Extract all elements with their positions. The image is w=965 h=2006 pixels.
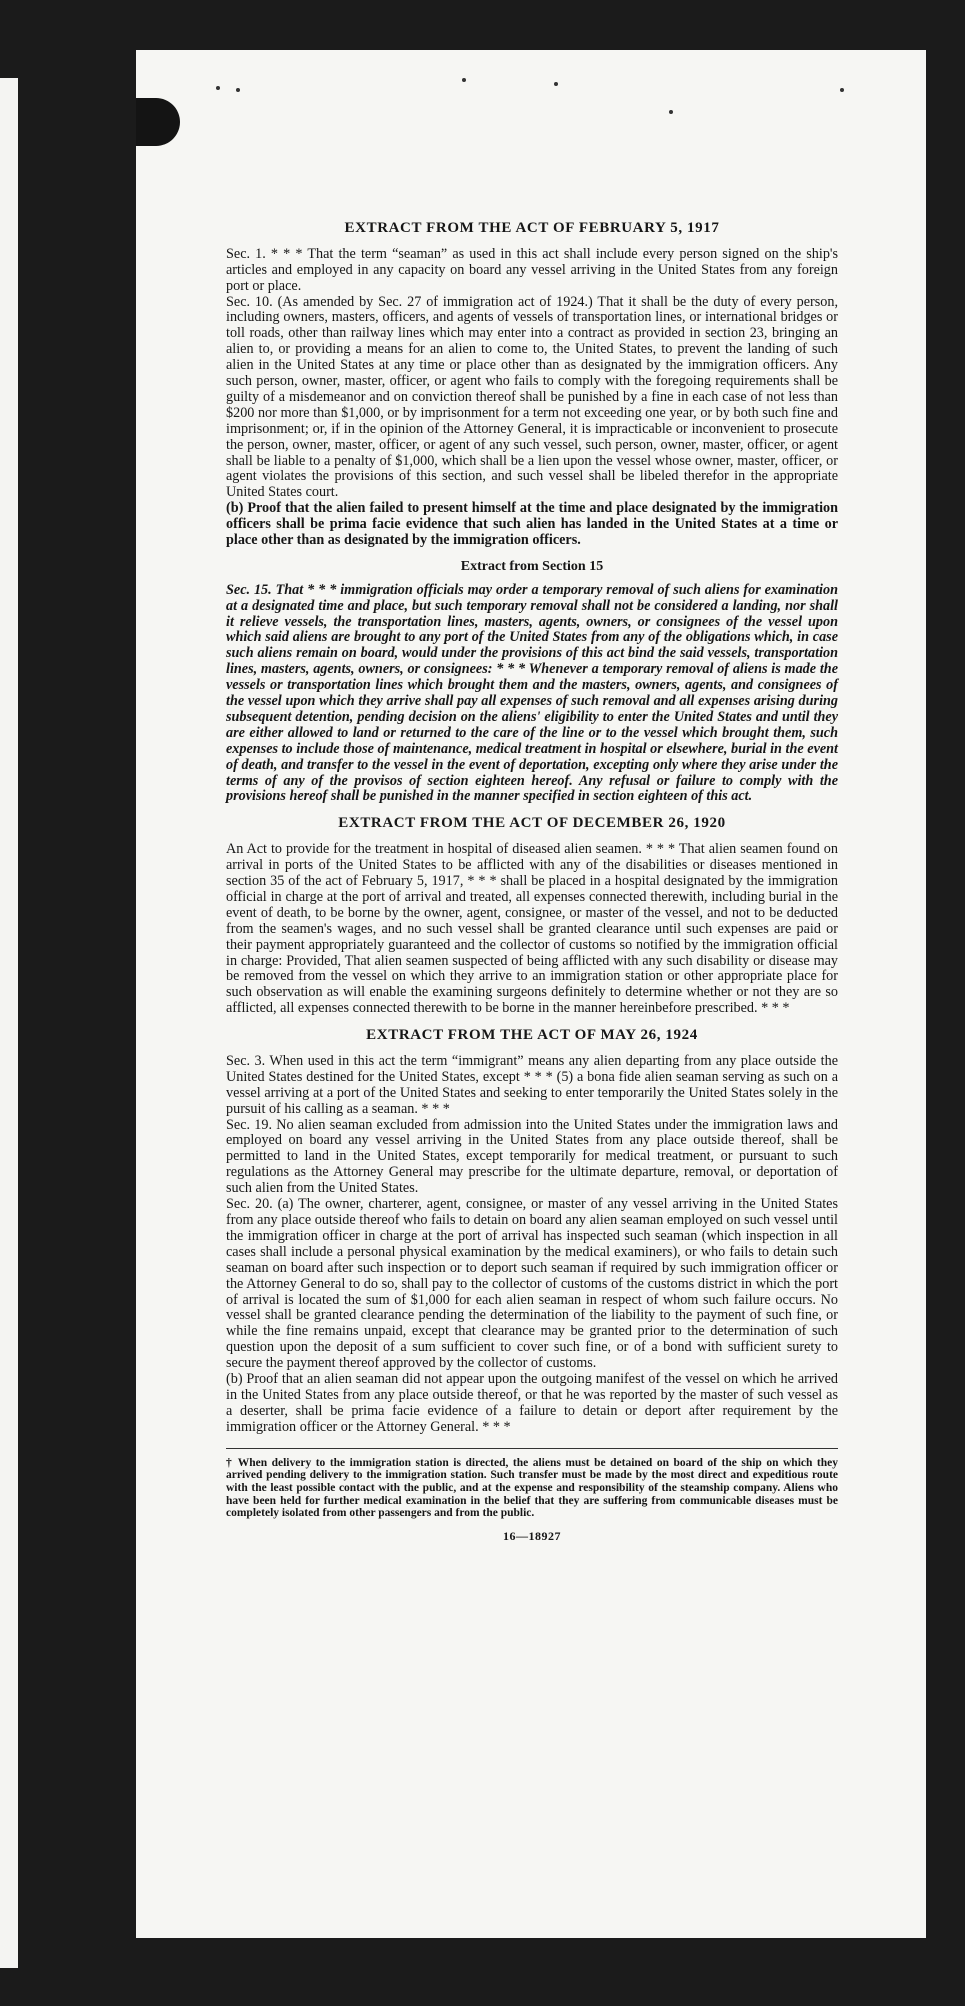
paragraph: An Act to provide for the treatment in hospital of diseased alien seamen. * * * That alien seamen found on arrival in ports of the United States to be afflicted with any of the disabilities or diseases mentioned in section 35 of the act of February 5, 1917, * * * shall be placed in a hospital designated by the immigration official in charge at the port of arrival and treated, all expenses connected therewith, including burial in the event of death, to be borne by the owner, agent, consignee, or master of the vessel, and not to be deducted from the seamen's wages, and no such vessel shall be granted clearance until such expenses are paid or their payment appropriately guaranteed and the collector of customs so notified by the immigration official in charge: Provided, That alien seamen suspected of being afflicted with any such disability or disease may be removed from the vessel on which they arrive to an immigration station or other appropriate place for such observation as will enable the examining surgeons definitely to determine whether or not they are so afflicted, all expenses connected therewith to be borne in the manner hereinbefore prescribed. * * *: [226, 841, 838, 1017]
document-body: [226, 210, 838, 1543]
speck: [554, 82, 558, 86]
punch-hole: [136, 98, 180, 146]
paragraph: Sec. 1. * * * That the term “seaman” as used in this act shall include every person signed on the ship's articles and employed in any capacity on board any vessel arriving in the United States from any foreign port or place.: [226, 245, 838, 294]
paragraph: (b) Proof that the alien failed to present himself at the time and place designated by the immigration officers shall be prima facie evidence that such alien has landed in the United States at a time or place other than as designated by the immigration officers.: [226, 500, 838, 549]
section-act-1917: [226, 220, 838, 549]
section-act-1920: [226, 815, 838, 1017]
paragraph: Sec. 20. (a) The owner, charterer, agent, consignee, or master of any vessel arriving in the United States from any place outside thereof who fails to detain on board any alien seaman employed on such vessel until the immigration officer in charge at the port of arrival has inspected such seaman (which inspection in all cases shall include a personal physical examination by the medical examiners), or who fails to detain such seaman on board after such inspection or to deport such seaman if required by such immigration officer or the Attorney General to do so, shall pay to the collector of customs of the customs district in which the port of arrival is located the sum of $1,000 for each alien seaman in respect of whom such failure occurs. No vessel shall be granted clearance pending the determination of the liability to the payment of such fine, or while the fine remains unpaid, except that clearance may be granted prior to the determination of such question upon the deposit of a sum sufficient to cover such fine, or of a bond with sufficient surety to secure the payment thereof approved by the collector of customs.: [226, 1196, 838, 1372]
adjacent-page-edge: [0, 78, 18, 1968]
speck: [669, 110, 673, 114]
speck: [216, 86, 220, 90]
speck: [840, 88, 844, 92]
paragraph: Sec. 10. (As amended by Sec. 27 of immigration act of 1924.) That it shall be the duty of every person, including owners, masters, officers, and agents of vessels of transportation lines, or international bridges or toll roads, other than railway lines which may enter into a contract as provided in section 23, bringing an alien to, or providing a means for an alien to come to, the United States, to prevent the landing of such alien in the United States at any time or place other than as designated by the immigration officers. Any such person, owner, master, officer, or agent who fails to comply with the foregoing requirements shall be guilty of a misdemeanor and on conviction thereof shall be punished by a fine in each case of not less than $200 nor more than $1,000, or by imprisonment for a term not exceeding one year, or by both such fine and imprisonment; or, if in the opinion of the Attorney General, it is impracticable or inconvenient to prosecute the person, owner, master, officer, or agent of any such vessel, such person, owner, master, officer, or agent shall be liable to a penalty of $1,000, which shall be a lien upon the vessel whose owner, master, officer, or agent violates the provisions of this section, and such vessel shall be libeled therefor in the appropriate United States court.: [226, 293, 838, 501]
section-act-1924: [226, 1027, 838, 1436]
paragraph: Sec. 15. That * * * immigration officials may order a temporary removal of such aliens for examination at a designated time and place, but such temporary removal shall not be considered a landing, nor shall it relieve vessels, the transportation lines, masters, agents, owners, or consignees of the vessel upon which said aliens are brought to any port of the United States from any of the obligations which, in case such aliens remain on board, would under the provisions of this act bind the said vessels, transportation lines, masters, agents, owners, or consignees: * * * Whenever a temporary removal of aliens is made the vessels or transportation lines which brought them and the masters, owners, agents, and consignees of the vessel upon which they arrive shall pay all expenses of such removal and all expenses arising during subsequent detention, pending decision on the aliens' eligibility to enter the United States and until they are either allowed to land or returned to the care of the line or to the vessel which brought them, such expenses to include those of maintenance, medical treatment in hospital or elsewhere, burial in the event of death, and transfer to the vessel in the event of deportation, excepting only where they arise under the terms of any of the provisos of section eighteen hereof. Any refusal or failure to comply with the provisions hereof shall be punished in the manner specified in section eighteen of this act.: [226, 581, 838, 805]
page-number: 16—18927: [503, 1528, 561, 1543]
document-page: [136, 50, 926, 1938]
speck: [462, 78, 466, 82]
section-heading: EXTRACT FROM THE ACT OF MAY 26, 1924: [366, 1027, 698, 1044]
paragraph: Sec. 3. When used in this act the term “immigrant” means any alien departing from any place outside the United States destined for the United States, except * * * (5) a bona fide alien seaman serving as such on a vessel arriving at a port of the United States and seeking to enter temporarily the United States solely in the pursuit of his calling as a seaman. * * *: [226, 1052, 838, 1117]
speck: [236, 88, 240, 92]
section-subheading: Extract from Section 15: [460, 559, 604, 575]
paragraph: Sec. 19. No alien seaman excluded from admission into the United States under the immigration laws and employed on board any vessel arriving in the United States from any place outside thereof, shall be permitted to land in the United States, except temporarily for medical treatment, or pursuant to such regulations as the Attorney General may prescribe for the ultimate departure, removal, or deportation of such alien from the United States.: [226, 1116, 838, 1197]
section-heading: EXTRACT FROM THE ACT OF DECEMBER 26, 1920: [338, 815, 726, 832]
footnote: † When delivery to the immigration station is directed, the aliens must be detained on board of the ship on which they arrived pending delivery to the immigration station. Such transfer must be made by the most direct and expeditious route with the least possible contact with the public, and at the expense and responsibility of the steamship company. Aliens who have been held for further medical examination in the belief that they are suffering from communicable diseases must be completely isolated from other passengers and from the public.: [226, 1456, 838, 1520]
footnote-divider: [226, 1448, 838, 1449]
section-heading: EXTRACT FROM THE ACT OF FEBRUARY 5, 1917: [344, 220, 720, 236]
paragraph: (b) Proof that an alien seaman did not appear upon the outgoing manifest of the vessel on which he arrived in the United States from any place outside thereof, or that he was reported by the master of such vessel as a deserter, shall be prima facie evidence of a failure to detain or deport after requirement by the immigration officer or the Attorney General. * * *: [226, 1371, 838, 1435]
section-15-extract: [226, 559, 838, 805]
